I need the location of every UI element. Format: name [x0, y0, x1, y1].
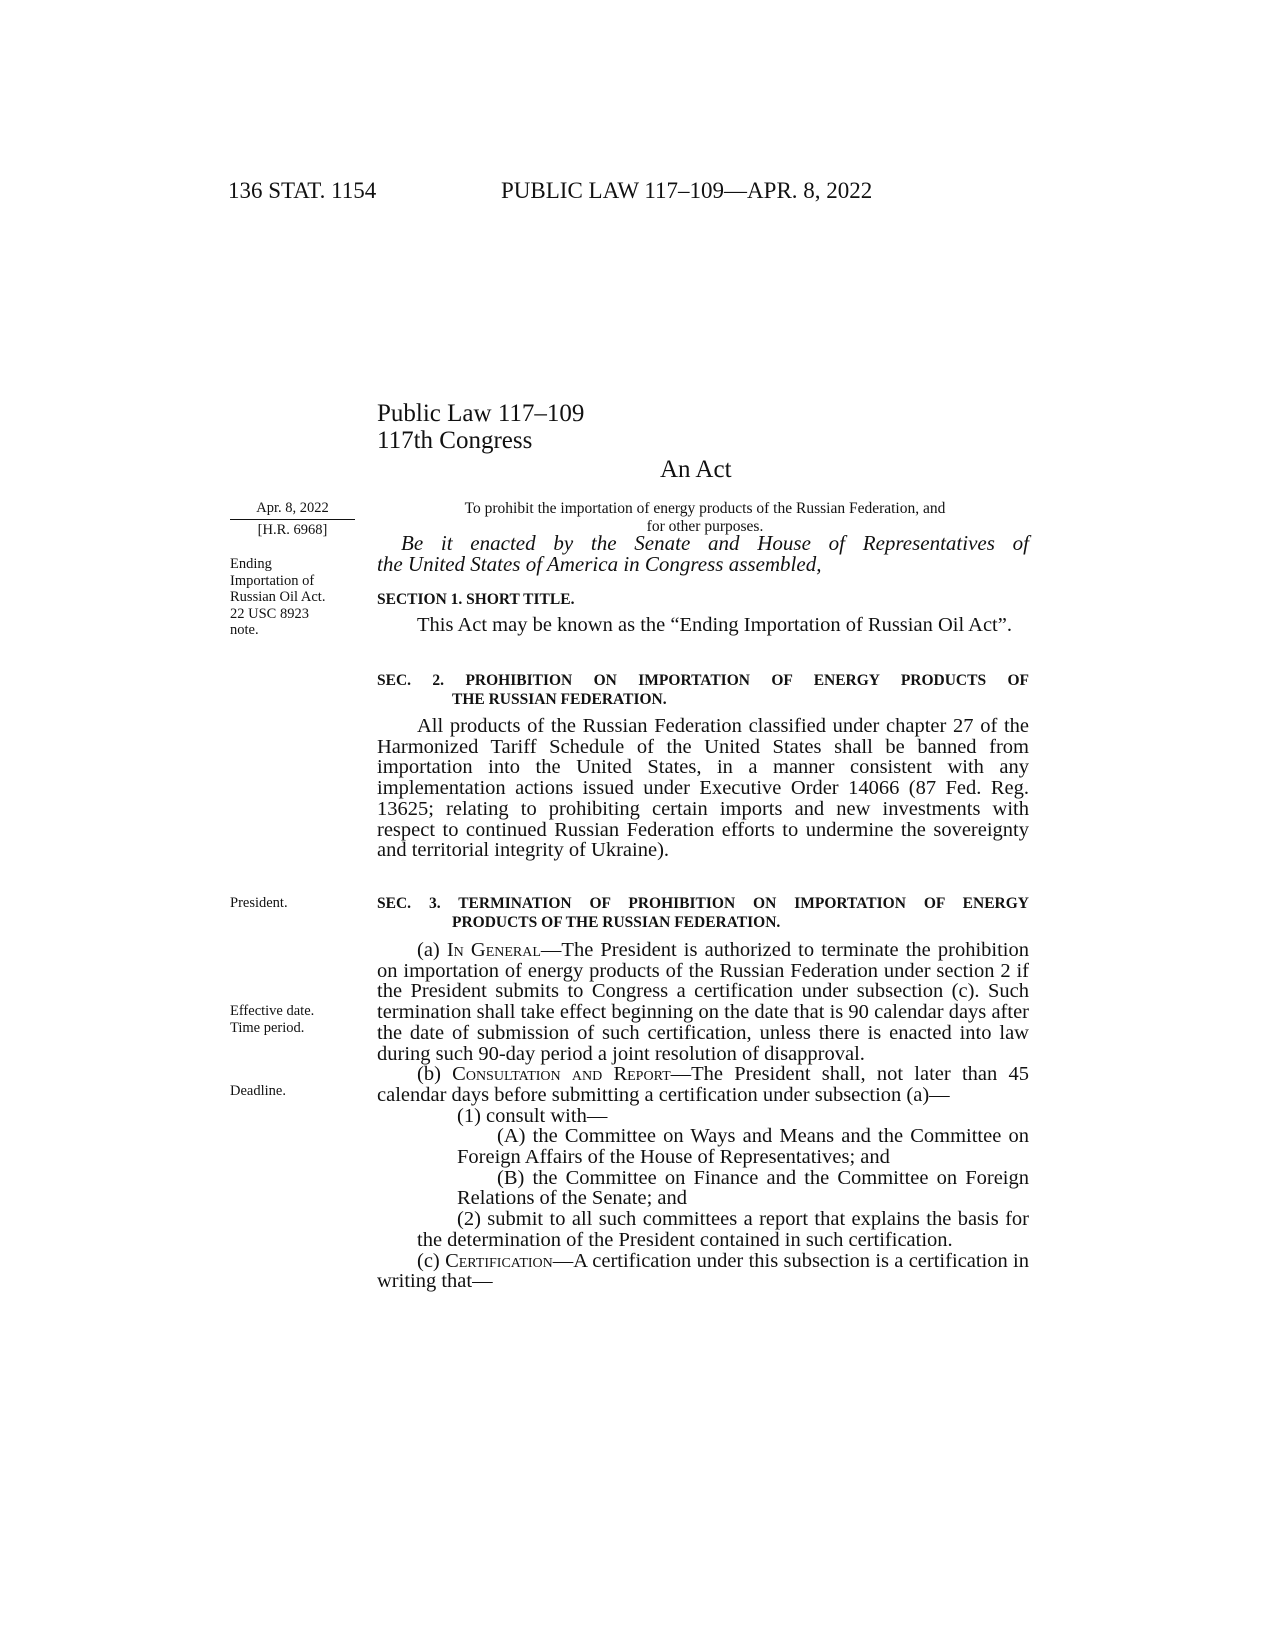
subsection-text: —The President shall, not later than 45 calendar days before submitting a certification under subsection (a)— [377, 1063, 1029, 1106]
subsection-heading: Certification [445, 1249, 553, 1272]
subsection-text: —The President is authorized to terminate the prohibition on importation of energy products of the Russian Federation under section 2 if the President submits to Congress a certification under subsection (c). Such termination shall take effect beginning on the date that is 90 calendar days after the date of submission of such certification, unless there is enacted into law during such 90-day period a joint resolution of disapproval. [377, 939, 1029, 1065]
section-2-heading [377, 671, 1029, 709]
section-3-heading-line: PRODUCTS OF THE RUSSIAN FEDERATION. [452, 914, 781, 931]
margin-note-line: President. [230, 895, 288, 911]
running-title: PUBLIC LAW 117–109—APR. 8, 2022 [501, 178, 873, 203]
section-2-heading-line: SEC. 2. PROHIBITION ON IMPORTATION OF ENERGY PRODUCTS OF [377, 672, 1029, 689]
margin-note-line: note. [230, 622, 259, 638]
enacting-line: the United States of America in Congress assembled, [377, 552, 822, 576]
paragraph-b1: (1) consult with— [457, 1104, 608, 1127]
subparagraph-text: (A) the Committee on Ways and Means and the Committee on Foreign Affairs of the House of Representatives; and [457, 1125, 1029, 1169]
margin-bill-number: [H.R. 6968] [257, 522, 328, 538]
act-heading: An Act [660, 456, 732, 483]
margin-note-line: 22 USC 8923 [230, 605, 309, 622]
paragraph-b2 [377, 1209, 1029, 1250]
section-3-heading-line: SEC. 3. TERMINATION OF PROHIBITION ON IMPORTATION OF ENERGY [377, 895, 1029, 912]
congress: 117th Congress [377, 427, 533, 454]
margin-note-line: Ending [230, 556, 272, 572]
section-1-heading: SECTION 1. SHORT TITLE. [377, 591, 575, 608]
margin-note-line: Importation of [230, 572, 315, 589]
section-1-paragraph: This Act may be known as the “Ending Importation of Russian Oil Act”. [417, 614, 1012, 636]
section-2-text [377, 716, 1029, 861]
subparagraph-b1A [377, 1126, 1029, 1167]
subparagraph-text: (B) the Committee on Finance and the Committee on Foreign Relations of the Senate; and [457, 1166, 1029, 1210]
margin-note-president [230, 895, 360, 912]
margin-note-short-title [230, 556, 360, 639]
margin-note-line: Time period. [230, 1019, 305, 1036]
subsection-label: (c) [417, 1249, 446, 1272]
margin-note-line: Russian Oil Act. [230, 589, 326, 605]
margin-note-line: Effective date. [230, 1003, 315, 1019]
enacting-clause [377, 533, 1029, 575]
section-3-heading [377, 894, 1029, 932]
subsection-label: (a) [417, 939, 447, 961]
purpose-line: for other purposes. [646, 518, 764, 535]
subsection-heading: Consultation and Report [452, 1063, 671, 1086]
margin-note-deadline [230, 1083, 360, 1100]
purpose-line: To prohibit the importation of energy products of the Russian Federation, and [464, 500, 946, 517]
section-3-body [377, 940, 1029, 1292]
subsection-text: —A certification under this subsection is a certification in writing that— [377, 1249, 1029, 1293]
enacting-line: Be it enacted by the Senate and House of Representatives of [401, 531, 1029, 555]
margin-note-line: Deadline. [230, 1083, 286, 1099]
subsection-a [377, 940, 1029, 1064]
running-header [228, 178, 873, 204]
paragraph-text: (2) submit to all such committees a report that explains the basis for the determination of the President contained in such certification. [417, 1208, 1029, 1251]
subsection-b [377, 1064, 1029, 1105]
section-2-paragraph: All products of the Russian Federation classified under chapter 27 of the Harmonized Tariff Schedule of the United States shall be banned from importation into the United States, in a manner consistent with any implementation actions issued under Executive Order 14066 (87 Fed. Reg. 13625; relating to prohibiting certain imports and new investments with respect to continued Russian Federation efforts to undermine the sovereignty and territorial integrity of Ukraine). [377, 715, 1029, 862]
margin-note-effective-date [230, 1003, 360, 1036]
stat-citation: 136 STAT. 1154 [228, 178, 377, 203]
law-number: Public Law 117–109 [377, 400, 585, 427]
subsection-label: (b) [417, 1063, 453, 1086]
subsection-c [377, 1251, 1029, 1292]
subparagraph-b1B [377, 1168, 1029, 1209]
subsection-heading: In General [446, 939, 541, 961]
section-2-heading-line: THE RUSSIAN FEDERATION. [452, 691, 667, 708]
section-1-text [377, 615, 1029, 636]
margin-date: Apr. 8, 2022 [230, 500, 355, 520]
